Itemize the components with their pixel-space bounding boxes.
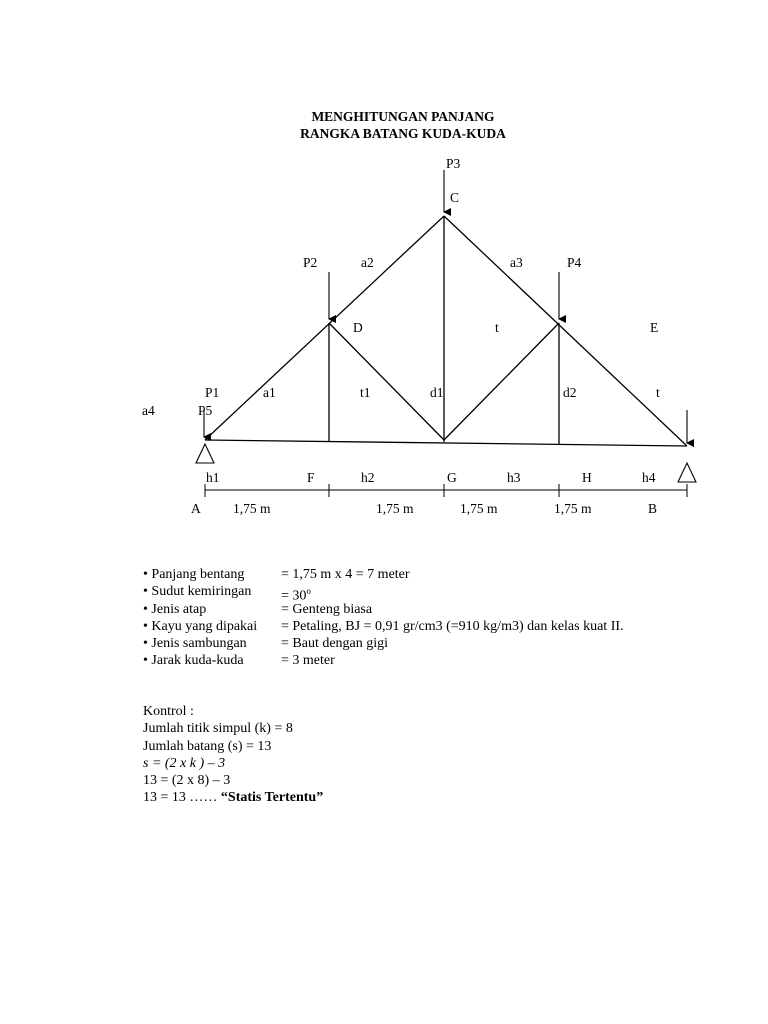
- diagonal-g-e: [444, 323, 559, 440]
- label-f: F: [307, 470, 315, 485]
- property-value: = 3 meter: [281, 653, 335, 669]
- dimension-label-4: 1,75 m: [554, 501, 592, 516]
- diagonal-d-g: [329, 323, 444, 440]
- dimension-label-1: 1,75 m: [233, 501, 271, 516]
- title-line-2: RANGKA BATANG KUDA-KUDA: [300, 126, 506, 141]
- label-h: H: [582, 470, 592, 485]
- property-value-text: = 30: [281, 588, 307, 604]
- label-g: G: [447, 470, 457, 485]
- label-p5: P5: [198, 403, 213, 418]
- degree-superscript: o: [306, 586, 311, 597]
- dimension-label-3: 1,75 m: [460, 501, 498, 516]
- dimension-label-2: 1,75 m: [376, 501, 414, 516]
- property-label: • Kayu yang dipakai: [143, 618, 258, 634]
- load-arrows: [204, 170, 687, 443]
- title-line-1: MENGHITUNGAN PANJANG: [311, 109, 495, 124]
- property-value: = 1,75 m x 4 = 7 meter: [281, 567, 410, 582]
- control-line-nodes: Jumlah titik simpul (k) = 8: [143, 721, 293, 737]
- label-h3: h3: [507, 470, 521, 485]
- support-right-icon: [678, 463, 696, 482]
- label-t1: t1: [360, 385, 371, 400]
- property-label: • Panjang bentang: [143, 567, 245, 582]
- property-label: • Jenis sambungan: [143, 636, 247, 652]
- label-h4: h4: [642, 470, 656, 485]
- control-line-members: Jumlah batang (s) = 13: [143, 738, 272, 754]
- label-a2: a2: [361, 255, 374, 270]
- property-value: = Genteng biasa: [281, 601, 373, 617]
- truss-members: [205, 216, 687, 446]
- label-p3: P3: [446, 156, 461, 171]
- control-section: [143, 703, 323, 807]
- control-result-prefix: 13 = 13 ……: [143, 790, 221, 806]
- label-p2: P2: [303, 255, 318, 270]
- control-line-result: [143, 789, 323, 806]
- label-a: A: [191, 501, 201, 516]
- top-chord-left: [205, 216, 444, 440]
- label-p1: P1: [205, 385, 220, 400]
- property-value: = Baut dengan gigi: [281, 636, 389, 652]
- control-line-substitution: 13 = (2 x 8) – 3: [143, 773, 231, 789]
- label-a4: a4: [142, 403, 155, 418]
- label-d1: d1: [430, 385, 444, 400]
- support-left-icon: [196, 444, 214, 463]
- property-label: • Jarak kuda-kuda: [143, 653, 244, 669]
- label-h2: h2: [361, 470, 375, 485]
- property-label: • Sudut kemiringan: [143, 584, 252, 600]
- dimension-line: [205, 484, 687, 497]
- label-a3: a3: [510, 255, 523, 270]
- property-value: = Petaling, BJ = 0,91 gr/cm3 (=910 kg/m3) dan kelas kuat II.: [281, 618, 624, 634]
- bottom-chord: [205, 440, 687, 446]
- property-label: • Jenis atap: [143, 601, 207, 617]
- label-a1: a1: [263, 385, 276, 400]
- control-formula: s = (2 x k ) – 3: [143, 755, 226, 771]
- label-e: E: [650, 320, 659, 335]
- label-t-right: t: [656, 385, 660, 400]
- control-result-conclusion: “Statis Tertentu”: [220, 790, 324, 806]
- label-c: C: [450, 190, 460, 205]
- label-b: B: [648, 501, 658, 516]
- label-h1: h1: [206, 470, 220, 485]
- label-d: D: [353, 320, 363, 335]
- label-d2: d2: [563, 385, 577, 400]
- label-p4: P4: [567, 255, 582, 270]
- label-t-top: t: [495, 320, 499, 335]
- control-heading: Kontrol :: [143, 704, 194, 719]
- supports: [196, 444, 696, 482]
